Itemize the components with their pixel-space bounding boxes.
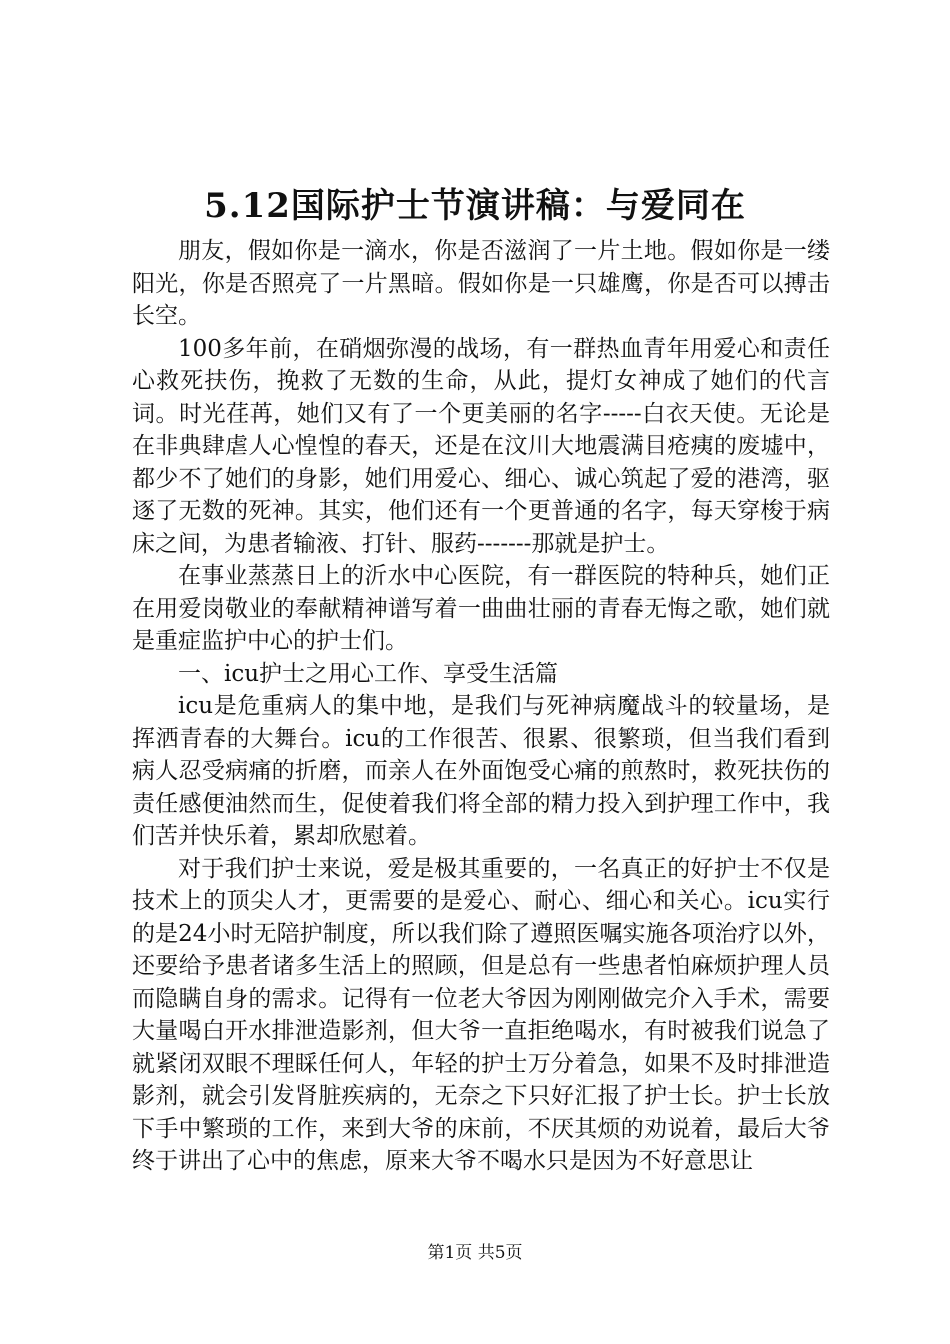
document-body xyxy=(132,235,830,1178)
paragraph: icu是危重病人的集中地，是我们与死神病魔战斗的较量场，是挥洒青春的大舞台。icu的工作很苦、很累、很繁琐，但当我们看到病人忍受病痛的折磨，而亲人在外面饱受心痛的煎熬时，救死扶伤的责任感便油然而生，促使着我们将全部的精力投入到护理工作中，我们苦并快乐着，累却欣慰着。 xyxy=(132,693,830,849)
paragraph: 朋友，假如你是一滴水，你是否滋润了一片土地。假如你是一缕阳光，你是否照亮了一片黑暗。假如你是一只雄鹰，你是否可以搏击长空。 xyxy=(132,238,830,329)
page-footer: 第1页 共5页 xyxy=(427,1243,523,1263)
section-heading: 一、icu护士之用心工作、享受生活篇 xyxy=(178,660,559,687)
document-title: 5.12国际护士节演讲稿：与爱同在 xyxy=(204,186,746,226)
paragraph: 在事业蒸蒸日上的沂水中心医院，有一群医院的特种兵，她们正在用爱岗敬业的奉献精神谱写着一曲曲壮丽的青春无悔之歌，她们就是重症监护中心的护士们。 xyxy=(132,563,830,654)
paragraph: 100多年前，在硝烟弥漫的战场，有一群热血青年用爱心和责任心救死扶伤，挽救了无数的生命，从此，提灯女神成了她们的代言词。时光荏苒，她们又有了一个更美丽的名字-----白衣天使。无论是在非典肆虐人心惶惶的春天，还是在汶川大地震满目疮痍的废墟中，都少不了她们的身影，她们用爱心、细心、诚心筑起了爱的港湾，驱逐了无数的死神。其实，他们还有一个更普通的名字，每天穿梭于病床之间，为患者输液、打针、服药-------那就是护士。 xyxy=(132,335,830,557)
paragraph: 对于我们护士来说，爱是极其重要的，一名真正的好护士不仅是技术上的顶尖人才，更需要的是爱心、耐心、细心和关心。icu实行的是24小时无陪护制度，所以我们除了遵照医嘱实施各项治疗以外，还要给予患者诸多生活上的照顾，但是总有一些患者怕麻烦护理人员而隐瞒自身的需求。记得有一位老大爷因为刚刚做完介入手术，需要大量喝白开水排泄造影剂，但大爷一直拒绝喝水，有时被我们说急了就紧闭双眼不理睬任何人，年轻的护士万分着急，如果不及时排泄造影剂，就会引发肾脏疾病的，无奈之下只好汇报了护士长。护士长放下手中繁琐的工作，来到大爷的床前，不厌其烦的劝说着，最后大爷终于讲出了心中的焦虑，原来大爷不喝水只是因为不好意思让 xyxy=(132,855,830,1174)
